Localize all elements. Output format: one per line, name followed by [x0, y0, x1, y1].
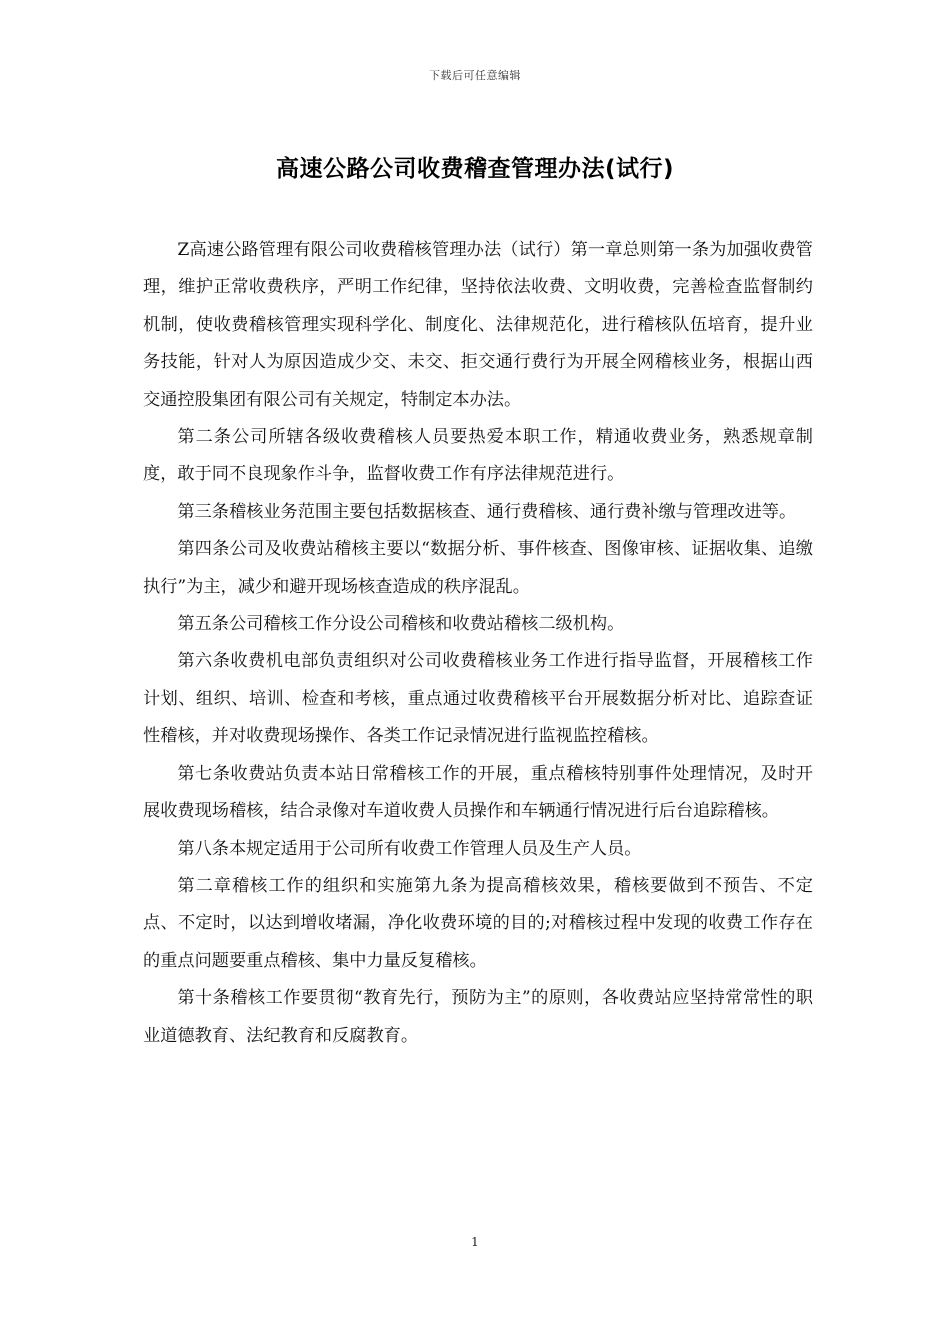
header-note: 下载后可任意编辑 [429, 69, 521, 82]
document-body [143, 232, 813, 1055]
paragraph-article-10: 第十条稽核工作要贯彻“教育先行，预防为主”的原则，各收费站应坚持常常性的职业道德教育、法纪教育和反腐教育。 [143, 988, 813, 1046]
document-title: 高速公路公司收费稽查管理办法(试行) [275, 156, 675, 182]
paragraph-article-5: 第五条公司稽核工作分设公司稽核和收费站稽核二级机构。 [177, 614, 625, 635]
page-number: 1 [471, 1235, 479, 1249]
paragraph-article-7: 第七条收费站负责本站日常稽核工作的开展，重点稽核特别事件处理情况，及时开展收费现场稽核，结合录像对车道收费人员操作和车辆通行情况进行后台追踪稽核。 [143, 763, 813, 822]
paragraph-article-4: 第四条公司及收费站稽核主要以“数据分析、事件核查、图像审核、证据收集、追缴执行”为主，减少和避开现场核查造成的秩序混乱。 [143, 539, 813, 597]
paragraph-article-6: 第六条收费机电部负责组织对公司收费稽核业务工作进行指导监督，开展稽核工作计划、组织、培训、检查和考核，重点通过收费稽核平台开展数据分析对比、追踪查证性稽核，并对收费现场操作、各类工作记录情况进行监视监控稽核。 [143, 651, 813, 747]
paragraph-article-2: 第二条公司所辖各级收费稽核人员要热爱本职工作，精通收费业务，熟悉规章制度，敢于同不良现象作斗争，监督收费工作有序法律规范进行。 [143, 427, 813, 485]
paragraph-article-1: Z高速公路管理有限公司收费稽核管理办法（试行）第一章总则第一条为加强收费管理，维护正常收费秩序，严明工作纪律，坚持依法收费、文明收费，完善检查监督制约机制，使收费稽核管理实现科学化、制度化、法律规范化，进行稽核队伍培育，提升业务技能，针对人为原因造成少交、未交、拒交通行费行为开展全网稽核业务，根据山西交通控股集团有限公司有关规定，特制定本办法。 [143, 240, 813, 410]
paragraph-article-9: 第二章稽核工作的组织和实施第九条为提高稽核效果，稽核要做到不预告、不定点、不定时，以达到增收堵漏，净化收费环境的目的;对稽核过程中发现的收费工作存在的重点问题要重点稽核、集中力量反复稽核。 [143, 875, 813, 971]
paragraph-article-3: 第三条稽核业务范围主要包括数据核查、通行费稽核、通行费补缴与管理改进等。 [177, 501, 797, 522]
paragraph-article-8: 第八条本规定适用于公司所有收费工作管理人员及生产人员。 [177, 838, 642, 859]
